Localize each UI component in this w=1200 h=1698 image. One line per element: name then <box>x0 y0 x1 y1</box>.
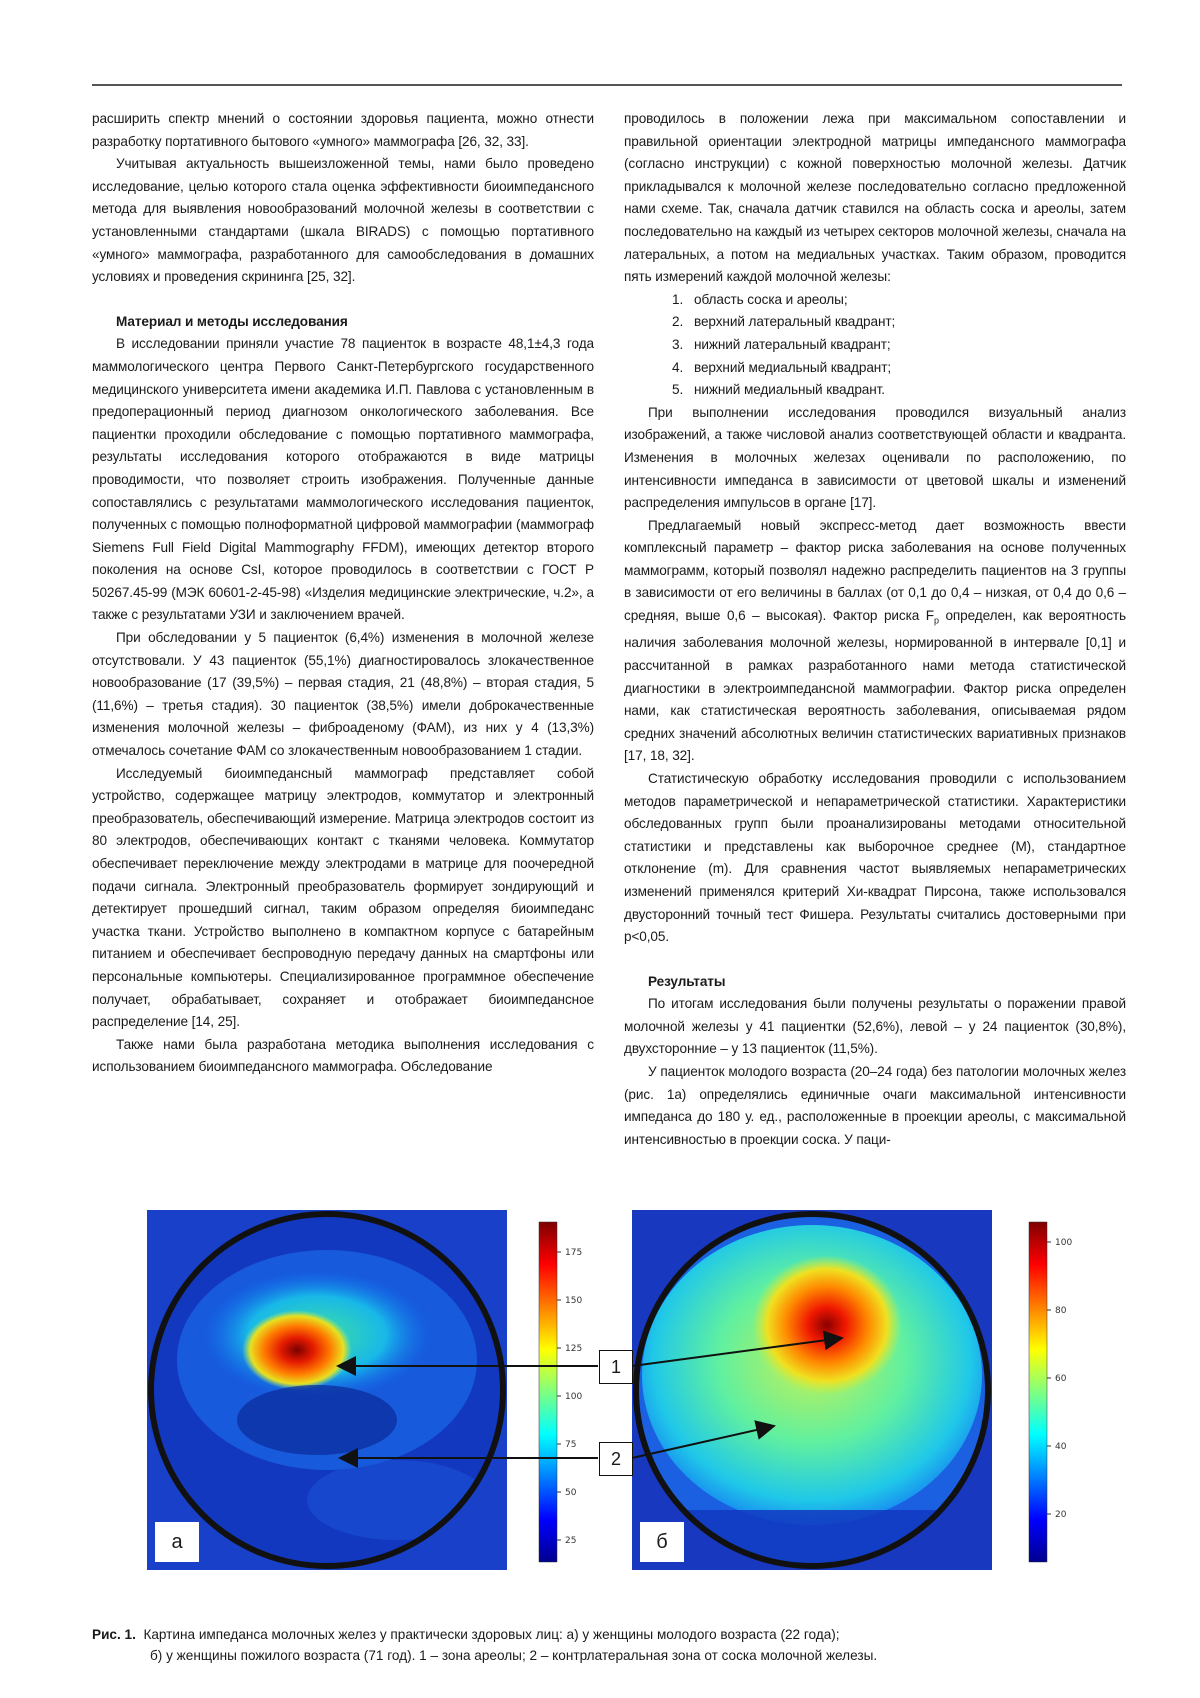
colorbar-tick: 100 <box>1055 1238 1073 1248</box>
colorbar-tick: 40 <box>1055 1442 1067 1452</box>
colorbar-tick: 25 <box>565 1536 577 1546</box>
paragraph: Учитывая актуальность вышеизложенной темы, нами было проведено исследование, целью которого стала оценка эффективности биоимпедансного метода для выявления новообразований молочной железы в соответствии с установленными стандартами (шкала BIRADS) с помощью портативного «умного» маммографа, разработанного для самообследования в домашних условиях и проведения скрининга [25, 32]. <box>92 156 594 285</box>
measurement-list <box>624 289 1126 402</box>
panel-label-a: а <box>155 1522 199 1562</box>
colorbar-tick: 20 <box>1055 1510 1067 1520</box>
paragraph: проводилось в положении лежа при максимальном сопоставлении и правильной ориентации электродной матрицы импедансного маммографа (согласно инструкции) с кожной поверхностью молочной железы. Датчик прикладывался к молочной железе последовательно согласно предложенной нами схеме. Так, сначала датчик ставился на область соска и ареолы, затем последовательно на каждый из четырех секторов молочной железы, сначала на латеральных, а потом на медиальных участках. Таким образом, проводится пять измерений каждой молочной железы: <box>624 111 1126 285</box>
colorbar-tick: 75 <box>565 1440 577 1450</box>
panel-label-b: б <box>640 1522 684 1562</box>
colorbar-tick: 150 <box>565 1296 583 1306</box>
paragraph: По итогам исследования были получены результаты о поражении правой молочной железы у 41 пациентки (52,6%), левой – у 24 пациенток (30,8%), двухсторонние – у 13 пациенток (11,5%). <box>624 996 1126 1057</box>
colorbar-tick: 50 <box>565 1488 577 1498</box>
caption-line-1: Картина импеданса молочных желез у практически здоровых лиц: а) у женщины молодого возраста (22 года); <box>143 1627 840 1642</box>
section-heading-results: Результаты <box>648 973 726 989</box>
paragraph: Статистическую обработку исследования проводили с использованием методов параметрической и непараметрической статистики. Характеристики обследованных групп были проанализированы методами относительной статистики и представлены как выборочное среднее (M), стандартное отклонение (m). Для сравнения частот выявляемых непараметрических изменений применялся критерий Хи-квадрат Пирсона, также использовался двусторонний точный тест Фишера. Результаты считались достоверными при p<0,05. <box>624 770 1126 945</box>
caption-line-2: б) у женщины пожилого возраста (71 год). 1 – зона ареолы; 2 – контрлатеральная зона от соска молочной железы. <box>150 1648 878 1663</box>
callout-1: 1 <box>599 1350 633 1384</box>
callout-2: 2 <box>599 1442 633 1476</box>
list-item: 5. нижний медиальный квадрант. <box>672 382 885 398</box>
list-item: 2. верхний латеральный квадрант; <box>672 314 896 330</box>
list-item: 3. нижний латеральный квадрант; <box>672 336 891 352</box>
colorbar-tick: 60 <box>1055 1374 1067 1384</box>
figure-1 <box>92 1210 1122 1620</box>
paragraph: В исследовании приняли участие 78 пациенток в возрасте 48,1±4,3 года маммологического центра Первого Санкт-Петербургского государственного медицинского университета имени академика И.П. Павлова с установленным в предоперационный период диагнозом онкологического заболевания. Все пациентки проходили обследование с помощью портативного маммографа, результаты исследования которого отображаются в виде матрицы проводимости, что позволяет строить изображения. Полученные данные сопоставлялись с результатами маммологического исследования пациенток, полученных с помощью полноформатной цифровой маммографии (маммограф Siemens Full Field Digital Mammography FFDM), имеющих детектор второго поколения на основе CsI, которое проводилось в соответствии с ГОСТ Р 50267.45-99 (МЭК 60601-2-45-98) «Изделия медицинские электрические, ч.2», а также с результатами УЗИ и заключением врачей. <box>92 336 594 623</box>
caption-label: Рис. 1. <box>92 1627 136 1642</box>
colorbar-tick: 80 <box>1055 1306 1067 1316</box>
left-column <box>92 108 594 1079</box>
section-heading-methods: Материал и методы исследования <box>116 313 348 329</box>
list-item: 1. область соска и ареолы; <box>672 291 848 307</box>
paragraph: При выполнении исследования проводился визуальный анализ изображений, а также числовой анализ соответствующей области и квадранта. Изменения в молочных железах оценивали по расположению, по интенсивности импеданса в зависимости от цветовой шкалы и изменений распределения импульсов в органе [17]. <box>624 404 1126 511</box>
paragraph: При обследовании у 5 пациенток (6,4%) изменения в молочной железе отсутствовали. У 43 пациенток (55,1%) диагностировалось злокачественное новообразование (17 (39,5%) – первая стадия, 21 (48,8%) – вторая стадия, 5 (11,6%) – третья стадия). 30 пациенток (38,5%) имели доброкачественные изменения молочной железы – фиброаденому (ФАМ), из них у 4 (13,3%) отмечалось сочетание ФАМ со злокачественным новообразованием 1 стадии. <box>92 630 594 759</box>
colorbar-tick: 175 <box>565 1248 583 1258</box>
figure-caption <box>92 1624 1122 1666</box>
callout-arrows <box>92 1210 1122 1610</box>
paragraph: У пациенток молодого возраста (20–24 года) без патологии молочных желез (рис. 1а) определялись единичные очаги максимальной интенсивности импеданса до 180 у. ед., расположенные в проекции ареолы, с максимальной интенсивностью в проекции соска. У паци- <box>624 1064 1126 1147</box>
right-column <box>624 108 1126 1151</box>
colorbar-tick: 125 <box>565 1344 583 1354</box>
paragraph: Исследуемый биоимпедансный маммограф представляет собой устройство, содержащее матрицу электродов, коммутатор и электронный преобразователь, обеспечивающий измерение. Матрица электродов состоит из 80 электродов, обеспечивающих контакт с тканями человека. Коммутатор обеспечивает переключение между электродами в матрице для поочередной подачи сигнала. Электронный преобразователь формирует зондирующий и детектирует прошедший сигнал, таким образом определяя биоимпеданс участка ткани. Устройство выполнено в компактном корпусе с батарейным питанием и обеспечивает беспроводную передачу данных на смартфоны или персональные компьютеры. Специализированное программное обеспечение получает, обрабатывает, сохраняет и отображает биоимпедансное распределение [14, 25]. <box>92 765 594 1030</box>
list-item: 4. верхний медиальный квадрант; <box>672 359 891 375</box>
paragraph: расширить спектр мнений о состоянии здоровья пациента, можно отнести разработку портативного бытового «умного» маммографа [26, 32, 33]. <box>92 111 594 149</box>
colorbar-tick: 100 <box>565 1392 583 1402</box>
paragraph: Предлагаемый новый экспресс-метод дает возможность ввести комплексный параметр – фактор риска заболевания на основе полученных маммограмм, который позволял надежно распределить пациентов на 3 группы в зависимости от его величины в баллах (от 0,1 до 0,4 – низкая, от 0,4 до 0,6 – средняя, выше 0,6 – высокая). Фактор риска $F_p$ определен, как вероятность наличия заболевания молочной железы, нормированной в интервале [0,1] и рассчитанной в рамках разработанного нами метода статистической диагностики в электроимпедансной маммографии. Фактор риска определен нами, как статистическая вероятность заболевания, описываемая рядом средних значений абсолютных величин статистических вариативных признаков [17, 18, 32]. <box>624 517 1126 764</box>
paragraph: Также нами была разработана методика выполнения исследования с использованием биоимпедансного маммографа. Обследование <box>92 1036 594 1075</box>
header-rule <box>92 84 1122 86</box>
